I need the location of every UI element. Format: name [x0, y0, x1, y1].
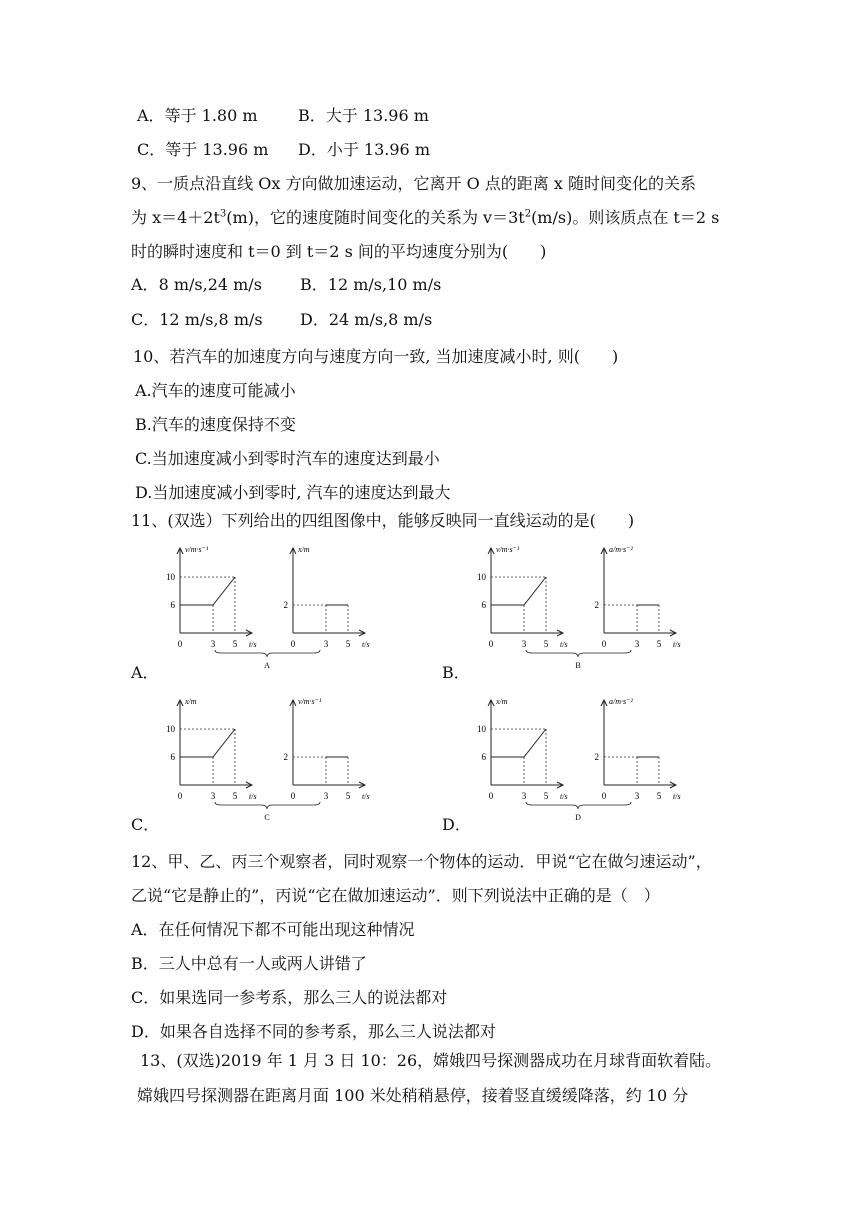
option-text: 小于 13.96 m	[326, 140, 430, 159]
right-graph-x-tick: 3	[634, 791, 640, 801]
left-graph-y-tick: 10	[166, 572, 175, 582]
left-graph-x-label: t/s	[560, 640, 568, 649]
right-graph-y-tick: 2	[283, 752, 288, 762]
q9-option-d	[300, 310, 432, 330]
q8-option-d	[298, 140, 430, 160]
q13-stem-line1: 13、(双选)2019 年 1 月 3 日 10：26，嫦娥四号探测器成功在月球背面软着陆。	[140, 1051, 722, 1070]
option-letter: C．	[137, 140, 166, 159]
q10-option-a: A.汽车的速度可能减小	[135, 381, 296, 400]
q11-graph-group-b	[471, 540, 721, 675]
right-graph-x-tick: 5	[345, 639, 351, 649]
q9-text: (m/s)。则该质点在 t＝2 s	[531, 208, 720, 227]
left-graph-y-tick: 10	[166, 724, 175, 734]
q13-stem-line2: 嫦娥四号探测器在距离月面 100 米处稍稍悬停，接着竖直缓缓降落，约 10 分	[137, 1086, 689, 1105]
q11-graph-group-c	[160, 692, 410, 827]
brace-label: B	[575, 661, 581, 670]
q11-option-d-letter: D．	[442, 815, 471, 834]
option-letter: D．	[298, 140, 327, 159]
right-graph-x-label: t/s	[362, 640, 370, 649]
left-graph-y-tick: 6	[170, 752, 175, 762]
q8-option-c	[137, 140, 268, 160]
left-graph-y-tick: 6	[170, 600, 175, 610]
right-graph-y-tick: 2	[283, 600, 288, 610]
left-graph-x-label: t/s	[560, 792, 568, 801]
brace-label: A	[264, 661, 270, 670]
right-graph-x-tick: 3	[323, 639, 329, 649]
left-graph-line	[491, 729, 546, 757]
q11-graph-group-d	[471, 692, 721, 827]
q9-text: (m)，它的速度随时间变化的关系为 v＝3t	[226, 208, 525, 227]
option-text: 大于 13.96 m	[325, 106, 429, 125]
q12-stem-line1: 12、甲、乙、丙三个观察者，同时观察一个物体的运动．甲说“它在做匀速运动”，	[131, 852, 712, 871]
q11-option-a-letter: A．	[131, 663, 159, 682]
right-graph-x-tick: 5	[345, 791, 351, 801]
brace	[215, 802, 320, 809]
q11-graph-svg	[160, 540, 410, 675]
q8-option-b	[298, 106, 429, 126]
option-letter: C．	[131, 310, 160, 329]
left-graph-y-tick: 10	[477, 572, 486, 582]
right-graph-x-label: t/s	[673, 640, 681, 649]
left-graph-line	[180, 577, 235, 605]
right-graph-y-tick: 2	[594, 752, 599, 762]
q10-stem: 10、若汽车的加速度方向与速度方向一致, 当加速度减小时, 则( )	[133, 347, 619, 366]
q9-stem-line2	[131, 208, 719, 228]
q11-graph-group-a	[160, 540, 410, 675]
option-text: 24 m/s,8 m/s	[328, 310, 433, 329]
brace-label: D	[575, 813, 581, 822]
q11-graph-svg	[471, 540, 721, 675]
q8-option-a	[137, 106, 258, 126]
left-graph-y-tick: 6	[481, 752, 486, 762]
right-graph-y-label: v/m·s⁻¹	[298, 697, 322, 706]
left-graph-x-tick: 3	[521, 639, 527, 649]
q9-stem-line1: 9、一质点沿直线 Ox 方向做加速运动，它离开 O 点的距离 x 随时间变化的关系	[131, 174, 696, 193]
left-graph-y-label: x/m	[496, 697, 508, 706]
q12-option-c: C．如果选同一参考系，那么三人的说法都对	[131, 988, 448, 1007]
right-graph-y-label: a/m·s⁻²	[609, 697, 633, 706]
left-graph-x-tick: 5	[543, 639, 549, 649]
right-graph-x-tick: 0	[290, 791, 296, 801]
left-graph-x-tick: 0	[177, 791, 183, 801]
left-graph-x-tick: 3	[210, 639, 216, 649]
left-graph-x-label: t/s	[249, 792, 257, 801]
right-graph-x-tick: 5	[656, 639, 662, 649]
q9-option-b	[300, 275, 441, 295]
left-graph-y-label: x/m	[185, 697, 197, 706]
left-graph-x-tick: 5	[232, 639, 238, 649]
q11-option-b-letter: B．	[442, 663, 470, 682]
left-graph-y-tick: 6	[481, 600, 486, 610]
option-text: 8 m/s,24 m/s	[158, 275, 262, 294]
left-graph-x-tick: 5	[232, 791, 238, 801]
right-graph-x-tick: 5	[656, 791, 662, 801]
option-letter: D．	[300, 310, 329, 329]
left-graph-line	[491, 577, 546, 605]
q9-text: 为 x＝4＋2t	[131, 208, 220, 227]
option-text: 12 m/s,8 m/s	[159, 310, 263, 329]
q9-option-a	[131, 275, 262, 295]
q10-option-b: B.汽车的速度保持不变	[135, 415, 296, 434]
brace	[215, 650, 320, 657]
left-graph-x-tick: 0	[488, 791, 494, 801]
right-graph-x-label: t/s	[673, 792, 681, 801]
right-graph-y-label: a/m·s⁻²	[609, 545, 633, 554]
right-graph-x-tick: 3	[634, 639, 640, 649]
q11-graph-svg	[471, 692, 721, 827]
left-graph-x-tick: 0	[177, 639, 183, 649]
brace	[526, 802, 631, 809]
right-graph-x-tick: 0	[290, 639, 296, 649]
brace-label: C	[264, 813, 270, 822]
q11-option-c-letter: C．	[131, 815, 160, 834]
q12-option-d: D．如果各自选择不同的参考系，那么三人说法都对	[131, 1022, 496, 1041]
right-graph-y-tick: 2	[594, 600, 599, 610]
option-letter: B．	[300, 275, 328, 294]
left-graph-y-label: v/m·s⁻¹	[185, 545, 209, 554]
left-graph-x-tick: 0	[488, 639, 494, 649]
right-graph-x-tick: 0	[601, 639, 607, 649]
q11-stem: 11、(双选）下列给出的四组图像中，能够反映同一直线运动的是( )	[131, 511, 635, 530]
q12-option-a: A．在任何情况下都不可能出现这种情况	[131, 920, 415, 939]
option-text: 等于 1.80 m	[164, 106, 258, 125]
left-graph-line	[180, 729, 235, 757]
q9-stem-line3: 时的瞬时速度和 t＝0 到 t＝2 s 间的平均速度分别为( )	[131, 242, 547, 261]
q12-stem-line2: 乙说“它是静止的”，丙说“它在做加速运动”．则下列说法中正确的是（ ）	[131, 886, 660, 905]
option-text: 等于 13.96 m	[165, 140, 269, 159]
left-graph-x-tick: 5	[543, 791, 549, 801]
q10-option-c: C.当加速度减小到零时汽车的速度达到最小	[135, 449, 440, 468]
left-graph-y-tick: 10	[477, 724, 486, 734]
q12-option-b: B．三人中总有一人或两人讲错了	[131, 954, 367, 973]
option-letter: B．	[298, 106, 326, 125]
q9-option-c	[131, 310, 263, 330]
q10-option-d: D.当加速度减小到零时, 汽车的速度达到最大	[135, 483, 451, 502]
option-text: 12 m/s,10 m/s	[327, 275, 442, 294]
left-graph-x-tick: 3	[210, 791, 216, 801]
brace	[526, 650, 631, 657]
right-graph-x-tick: 0	[601, 791, 607, 801]
left-graph-x-tick: 3	[521, 791, 527, 801]
left-graph-y-label: v/m·s⁻¹	[496, 545, 520, 554]
left-graph-x-label: t/s	[249, 640, 257, 649]
option-letter: A．	[137, 106, 165, 125]
right-graph-y-label: x/m	[298, 545, 310, 554]
right-graph-x-tick: 3	[323, 791, 329, 801]
q11-graph-svg	[160, 692, 410, 827]
right-graph-x-label: t/s	[362, 792, 370, 801]
option-letter: A．	[131, 275, 159, 294]
q9-exponent: 3	[219, 208, 227, 220]
q9-exponent: 2	[524, 208, 532, 220]
